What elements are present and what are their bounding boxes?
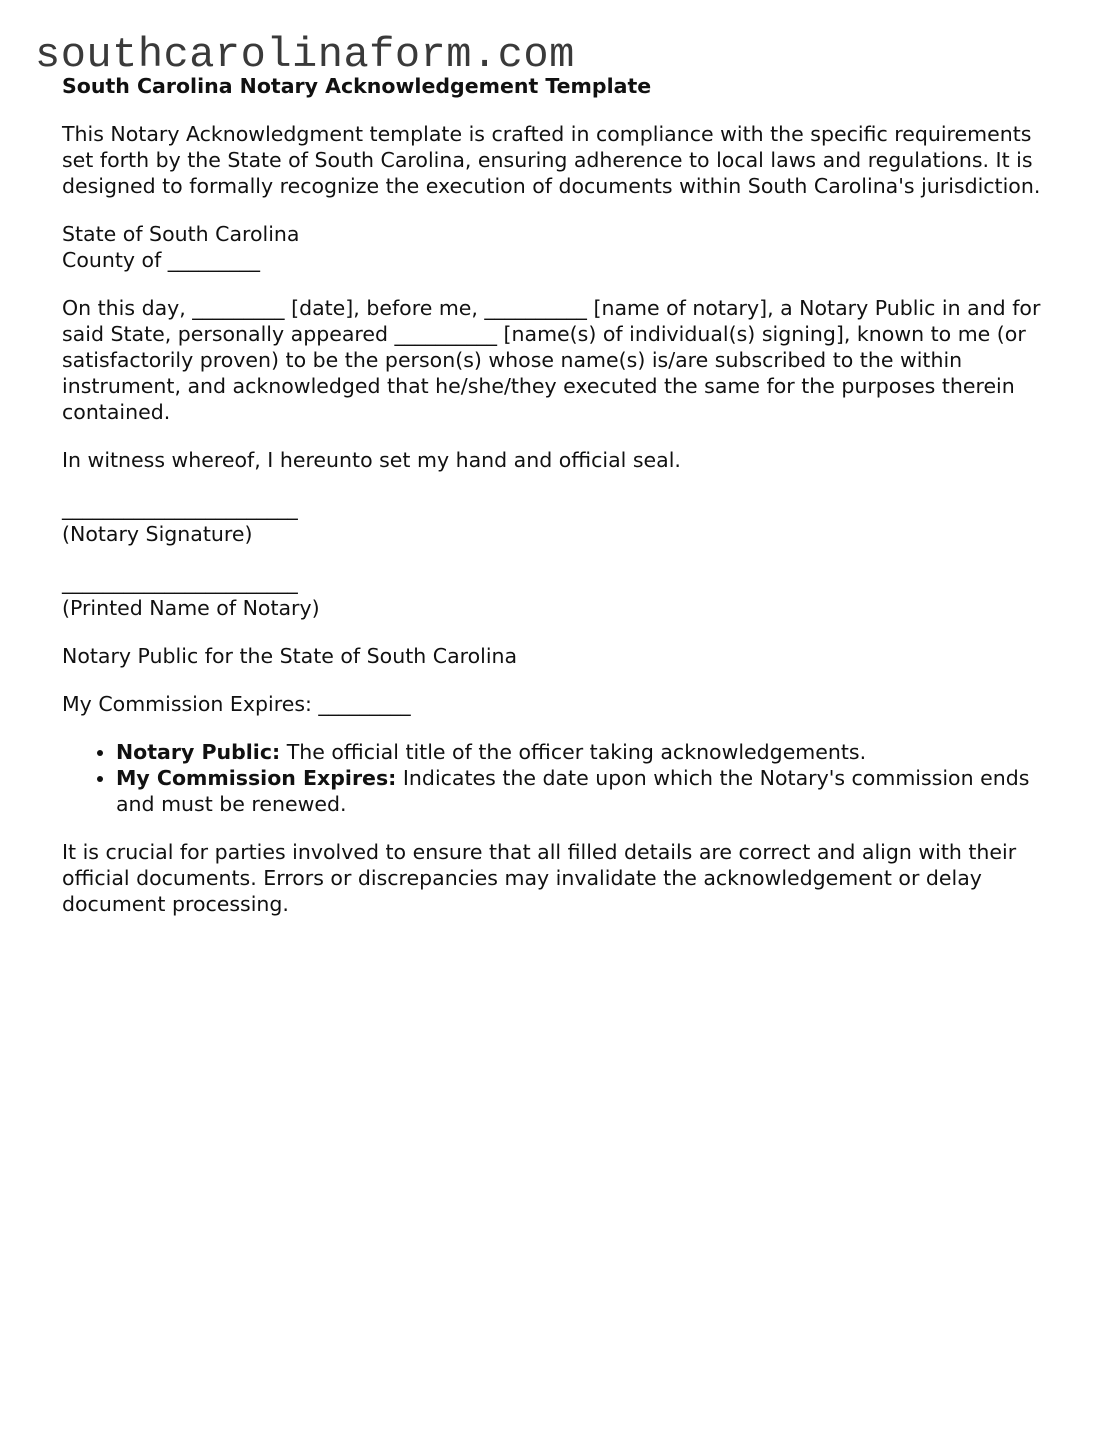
printed-name-label: (Printed Name of Notary) — [62, 596, 320, 620]
state-line: State of South Carolina — [62, 222, 300, 246]
printed-name-block — [62, 569, 1052, 621]
document — [62, 73, 1052, 917]
printed-name-line: _______________________ — [62, 570, 298, 594]
signature-line: _______________________ — [62, 496, 298, 520]
definition-text: The official title of the officer taking acknowledgements. — [280, 740, 867, 764]
acknowledgement-paragraph: On this day, _________ [date], before me, __________ [name of notary], a Notary Public in and for said State, personally appeared __________ [name(s) of individual(s) signing], known to me (or satisfactorily proven) to be the person(s) whose name(s) is/are subscribed to the within instrument, and acknowledged that he/she/they executed the same for the purposes therein contained. — [62, 296, 1041, 424]
closing-paragraph: It is crucial for parties involved to ensure that all filled details are correct and align with their official documents. Errors or discrepancies may invalidate the acknowledgement or delay document processing. — [62, 840, 1017, 916]
signature-label: (Notary Signature) — [62, 522, 253, 546]
definition-text: Indicates the date upon which the Notary's commission ends and must be renewed. — [116, 766, 1030, 816]
definitions-list — [62, 739, 1052, 817]
watermark: southcarolinaform.com — [35, 31, 575, 79]
notary-public-line: Notary Public for the State of South Carolina — [62, 644, 518, 668]
venue-block — [62, 221, 1052, 273]
witness-statement: In witness whereof, I hereunto set my hand and official seal. — [62, 448, 681, 472]
intro-paragraph: This Notary Acknowledgment template is crafted in compliance with the specific requirements set forth by the State of South Carolina, ensuring adherence to local laws and regulations. It is designed to formally recognize the execution of documents within South Carolina's jurisdiction. — [62, 122, 1041, 198]
definition-item — [116, 739, 1052, 765]
definition-item — [116, 765, 1052, 817]
county-line: County of _________ — [62, 248, 261, 272]
definition-term: Notary Public: — [116, 740, 281, 764]
signature-block — [62, 495, 1052, 547]
definition-term: My Commission Expires: — [116, 766, 397, 790]
document-title: South Carolina Notary Acknowledgement Template — [62, 74, 652, 98]
commission-expires-line: My Commission Expires: _________ — [62, 692, 411, 716]
